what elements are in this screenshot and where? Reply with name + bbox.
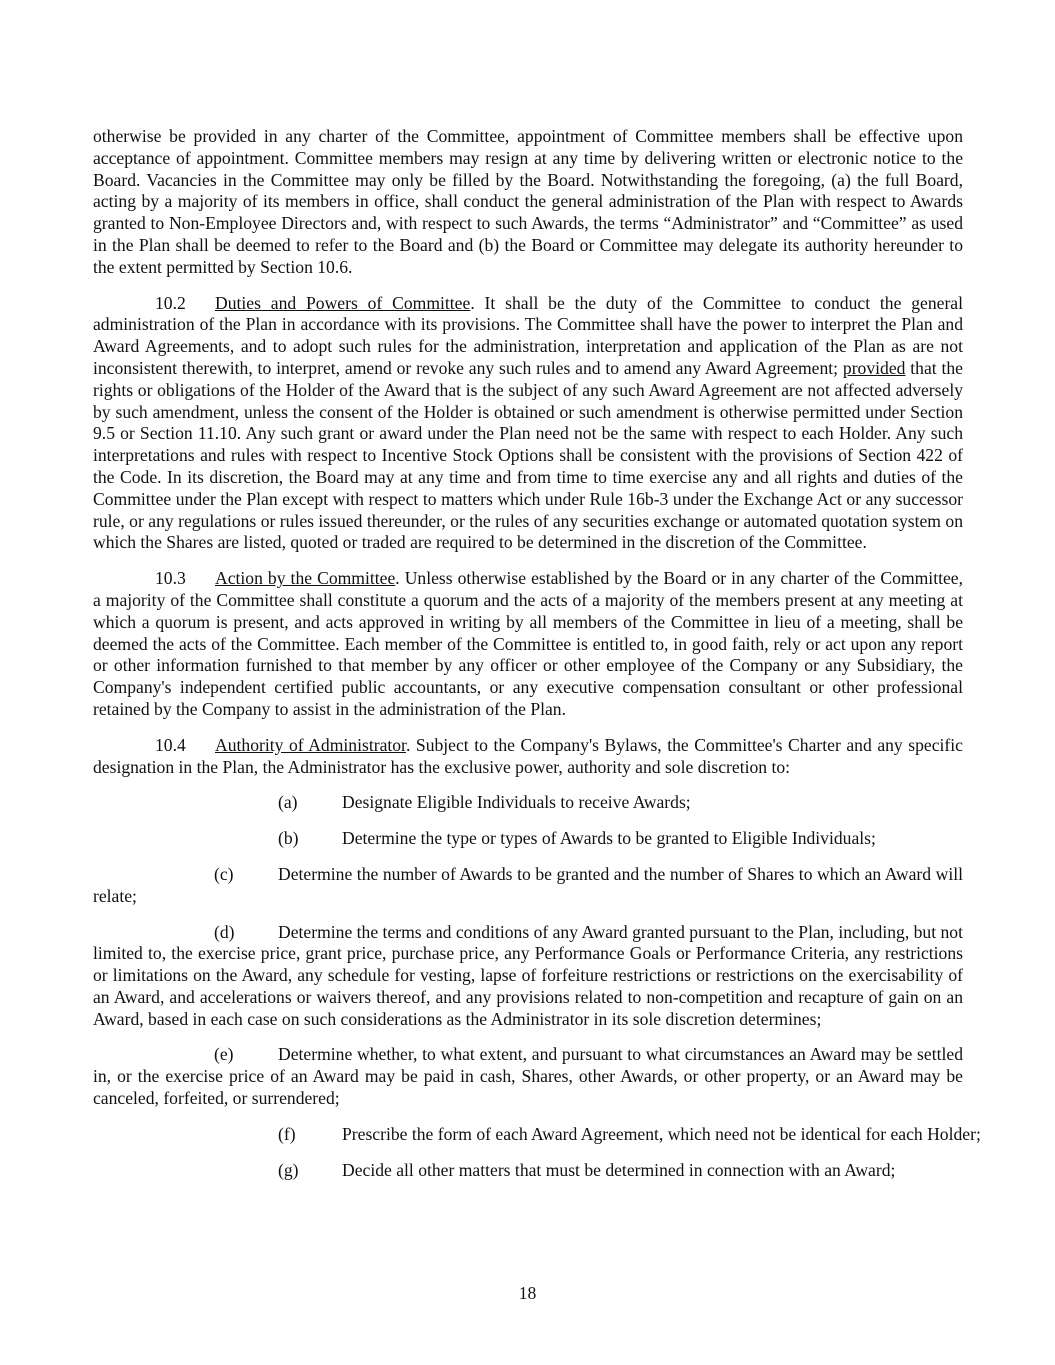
section-text: that the rights or obligations of the Holder of the Award that is the subject of any such Award Agreement are not affected adversely by such amendment, unless the consent of the Holder is obtained or such amendment is otherwise permitted under Section 9.5 or Section 11.10. Any such grant or award under the Plan need not be the same with respect to each Holder. Any such interpretations and rules with respect to Incentive Stock Options shall be consistent with the provisions of Section 422 of the Code. In its discretion, the Board may at any time and from time to time exercise any and all rights and duties of the Committee under the Plan except with respect to matters which under Rule 16b-3 under the Exchange Act or any successor rule, or any regulations or rules issued thereunder, or the rules of any securities exchange or automated quotation system on which the Shares are listed, quoted or traded are required to be determined in the discretion of the Committee. — [93, 357, 963, 553]
list-item-g — [93, 1160, 963, 1182]
provided-term: provided — [842, 357, 906, 378]
item-label: (g) — [278, 1159, 299, 1180]
list-item-c — [93, 864, 963, 908]
item-label: (c) — [214, 863, 234, 884]
list-item-e — [93, 1044, 963, 1109]
item-label: (b) — [278, 828, 299, 849]
section-text: . Unless otherwise established by the Board or in any charter of the Committee, a majority of the Committee shall constitute a quorum and the acts of a majority of the members present at any meeting at which a quorum is present, and acts approved in writing by all members of the Committee in lieu of a meeting, shall be deemed the acts of the Committee. Each member of the Committee is entitled to, in good faith, rely or act upon any report or other information furnished to that member by any officer or other employee of the Company or any Subsidiary, the Company's independent certified public accountants, or any executive compensation consultant or other professional retained by the Company to assist in the administration of the Plan. — [93, 568, 963, 719]
item-label: (e) — [214, 1044, 234, 1065]
section-10-4 — [93, 735, 963, 779]
list-item-a — [93, 792, 963, 814]
item-text: Determine whether, to what extent, and pursuant to what circumstances an Award may be settled in, or the exercise price of an Award may be paid in cash, Shares, other Awards, or other property, or an Award may be canceled, forfeited, or surrendered; — [93, 1044, 963, 1109]
item-text: Prescribe the form of each Award Agreement, which need not be identical for each Holder; — [342, 1123, 981, 1144]
item-text: Determine the number of Awards to be granted and the number of Shares to which an Award will relate; — [93, 863, 963, 906]
item-label: (f) — [278, 1123, 296, 1144]
page-number: 18 — [518, 1283, 537, 1303]
item-text: Determine the terms and conditions of any Award granted pursuant to the Plan, including, but not limited to, the exercise price, grant price, purchase price, any Performance Goals or Performance Criteria, any restrictions or limitations on the Award, any schedule for vesting, lapse of forfeiture restrictions or restrictions on the exercisability of an Award, and accelerations or waivers thereof, and any provisions related to non-competition and recapture of gain on an Award, based in each case on such considerations as the Administrator in its sole discretion determines; — [93, 921, 963, 1029]
list-item-d — [93, 922, 963, 1031]
item-label: (d) — [214, 921, 235, 942]
section-text: . Subject to the Company's Bylaws, the Committee's Charter and any specific designation in the Plan, the Administrator has the exclusive power, authority and sole discretion to: — [93, 734, 963, 777]
list-item-f — [93, 1123, 981, 1146]
section-title: Action by the Committee — [215, 568, 396, 589]
item-text: Designate Eligible Individuals to receive Awards; — [342, 792, 691, 813]
document-page — [93, 126, 981, 1195]
section-number: 10.3 — [155, 568, 186, 589]
section-title: Authority of Administrator — [215, 734, 406, 755]
continued-paragraph: otherwise be provided in any charter of the Committee, appointment of Committee members shall be effective upon acceptance of appointment. Committee members may resign at any time by delivering written or electronic notice to the Board. Vacancies in the Committee may only be filled by the Board. Notwithstanding the foregoing, (a) the full Board, acting by a majority of its members in office, shall conduct the general administration of the Plan with respect to Awards granted to Non-Employee Directors and, with respect to such Awards, the terms “Administrator” and “Committee” as used in the Plan shall be deemed to refer to the Board and (b) the Board or Committee may delegate its authority hereunder to the extent permitted by Section 10.6. — [93, 126, 963, 277]
section-number: 10.4 — [155, 734, 186, 755]
item-label: (a) — [278, 792, 298, 813]
section-text: . It shall be the duty of the Committee to conduct the general administration of the Plan in accordance with its provisions. The Committee shall have the power to interpret the Plan and Award Agreements, and to adopt such rules for the administration, interpretation and application of the Plan as are not inconsistent therewith, to interpret, amend or revoke any such rules and to amend any Award Agreement; — [93, 292, 963, 378]
item-text: Determine the type or types of Awards to be granted to Eligible Individuals; — [342, 828, 876, 849]
section-title: Duties and Powers of Committee — [215, 292, 471, 313]
section-number: 10.2 — [155, 292, 186, 313]
list-item-b — [93, 828, 963, 850]
section-10-3 — [93, 568, 963, 721]
section-10-2 — [93, 293, 963, 555]
item-text: Decide all other matters that must be determined in connection with an Award; — [342, 1159, 896, 1180]
